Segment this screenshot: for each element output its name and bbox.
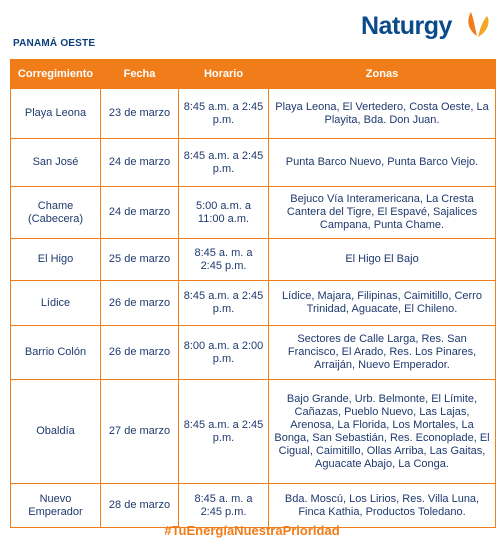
cell-fecha: 26 de marzo: [101, 281, 179, 326]
cell-horario: 8:00 a.m. a 2:00 p.m.: [179, 326, 269, 380]
table-row: [11, 380, 496, 484]
cell-fecha: 26 de marzo: [101, 326, 179, 380]
cell-fecha: 24 de marzo: [101, 139, 179, 187]
cell-horario: 8:45 a.m. a 2:45 p.m.: [179, 139, 269, 187]
cell-corregimiento: Nuevo Emperador: [11, 484, 101, 528]
schedule-table: [10, 59, 496, 528]
cell-fecha: 23 de marzo: [101, 89, 179, 139]
cell-zonas: Bejuco Vía Interamericana, La Cresta Cantera del Tigre, El Espavé, Sajalices Campana, Punta Chame.: [269, 187, 496, 239]
column-header-fecha: Fecha: [101, 60, 179, 89]
table-row: [11, 326, 496, 380]
table-row: [11, 281, 496, 326]
cell-corregimiento: El Higo: [11, 239, 101, 281]
cell-horario: 5:00 a.m. a 11:00 a.m.: [179, 187, 269, 239]
column-header-horario: Horario: [179, 60, 269, 89]
column-header-corregimiento: Corregimiento: [11, 60, 101, 89]
brand-logo: [361, 12, 452, 46]
table-row: [11, 187, 496, 239]
cell-horario: 8:45 a. m. a 2:45 p.m.: [179, 484, 269, 528]
butterfly-icon: [465, 10, 491, 42]
cell-horario: 8:45 a.m. a 2:45 p.m.: [179, 281, 269, 326]
cell-corregimiento: Chame (Cabecera): [11, 187, 101, 239]
cell-zonas: Lídice, Majara, Filipinas, Caimitillo, Cerro Trinidad, Aguacate, El Chileno.: [269, 281, 496, 326]
cell-zonas: Bda. Moscú, Los Lirios, Res. Villa Luna, Finca Kathia, Productos Toledano.: [269, 484, 496, 528]
cell-zonas: Punta Barco Nuevo, Punta Barco Viejo.: [269, 139, 496, 187]
cell-corregimiento: Playa Leona: [11, 89, 101, 139]
cell-horario: 8:45 a.m. a 2:45 p.m.: [179, 89, 269, 139]
cell-corregimiento: San José: [11, 139, 101, 187]
table-header-row: [11, 60, 496, 89]
cell-fecha: 28 de marzo: [101, 484, 179, 528]
cell-fecha: 25 de marzo: [101, 239, 179, 281]
cell-zonas: Playa Leona, El Vertedero, Costa Oeste, La Playita, Bda. Don Juan.: [269, 89, 496, 139]
cell-horario: 8:45 a. m. a 2:45 p.m.: [179, 239, 269, 281]
cell-zonas: El Higo El Bajo: [269, 239, 496, 281]
brand-name: Naturgy: [361, 12, 452, 40]
cell-corregimiento: Obaldía: [11, 380, 101, 484]
cell-zonas: Bajo Grande, Urb. Belmonte, El Límite, Cañazas, Pueblo Nuevo, Las Lajas, Arenosa, La Florida, Los Mortales, La Bonga, San Sebastián, Res. Econoplade, El Cigual, Caimitillo, Ollas Arriba, Las Gaitas, Aguacate Abajo, La Conga.: [269, 380, 496, 484]
table-row: [11, 484, 496, 528]
cell-corregimiento: Barrio Colón: [11, 326, 101, 380]
table-row: [11, 139, 496, 187]
column-header-zonas: Zonas: [269, 60, 496, 89]
footer-hashtag: #TuEnergíaNuestraPrioridad: [164, 523, 340, 538]
table-row: [11, 239, 496, 281]
cell-fecha: 24 de marzo: [101, 187, 179, 239]
table-row: [11, 89, 496, 139]
cell-zonas: Sectores de Calle Larga, Res. San Francisco, El Arado, Res. Los Pinares, Arraiján, Nuevo Emperador.: [269, 326, 496, 380]
cell-corregimiento: Lídice: [11, 281, 101, 326]
cell-fecha: 27 de marzo: [101, 380, 179, 484]
header: [0, 0, 504, 58]
region-title: PANAMÁ OESTE: [13, 38, 96, 49]
cell-horario: 8:45 a.m. a 2:45 p.m.: [179, 380, 269, 484]
